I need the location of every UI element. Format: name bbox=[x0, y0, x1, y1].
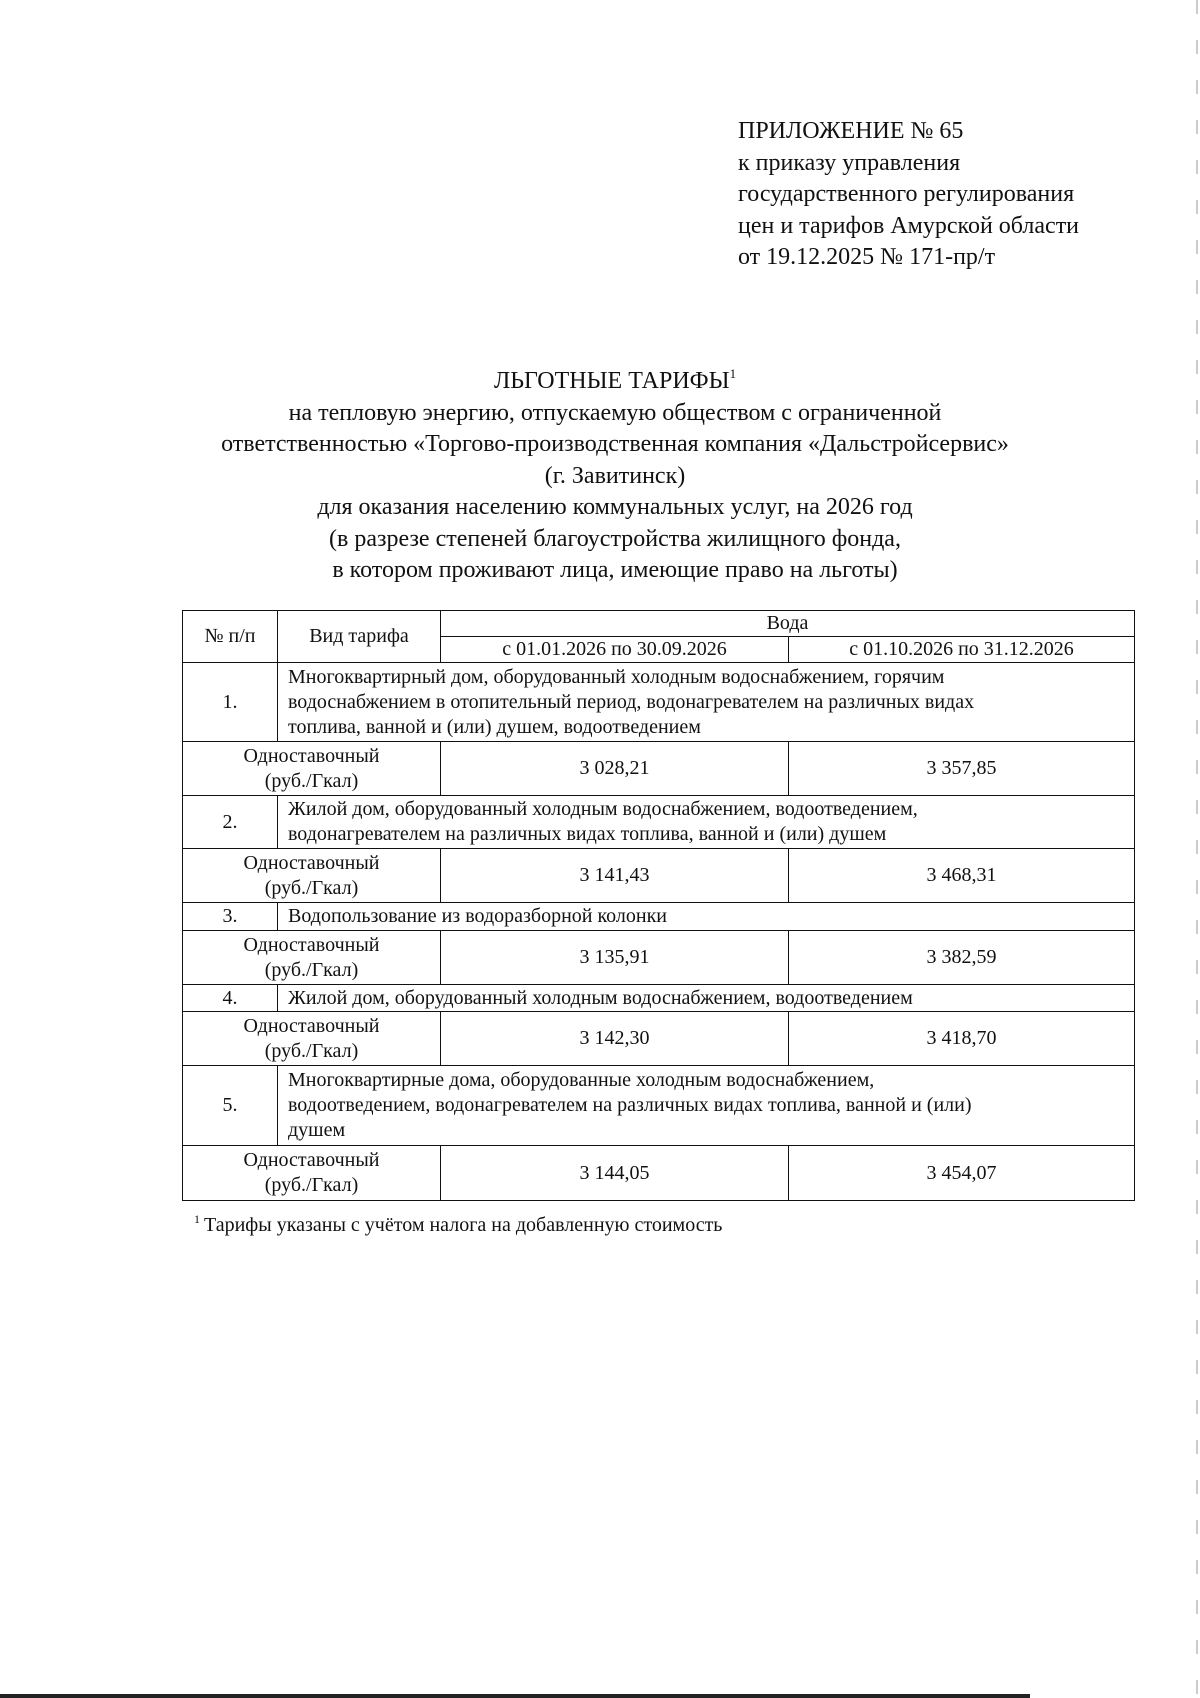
tariff-type-name: Одноставочный bbox=[243, 1014, 380, 1037]
tariff-type bbox=[183, 1146, 441, 1201]
tariff-value-period-1: 3 028,21 bbox=[441, 742, 789, 796]
scan-right-edge bbox=[1196, 0, 1198, 1698]
header-tariff-type: Вид тарифа bbox=[278, 611, 441, 663]
section-row bbox=[183, 1066, 1135, 1146]
title-line-6: в котором проживают лица, имеющие право на льготы) bbox=[332, 557, 898, 583]
description-line: Многоквартирный дом, оборудованный холодным водоснабжением, горячим bbox=[288, 665, 945, 688]
appendix-line-2: к приказу управления bbox=[738, 149, 961, 176]
tariff-value-period-2: 3 357,85 bbox=[789, 742, 1135, 796]
section-row bbox=[183, 903, 1135, 931]
tariff-type bbox=[183, 849, 441, 903]
tariff-type-name: Одноставочный bbox=[243, 1149, 380, 1171]
description-line: Многоквартирные дома, оборудованные холодным водоснабжением, bbox=[288, 1069, 875, 1091]
tariff-row bbox=[183, 1012, 1135, 1066]
header-period-1: с 01.01.2026 по 30.09.2026 bbox=[441, 637, 789, 663]
title-footnote-mark: 1 bbox=[729, 366, 737, 381]
footnote bbox=[194, 1213, 722, 1237]
title-line-5: (в разрезе степеней благоустройства жилищного фонда, bbox=[329, 525, 901, 552]
description-line: Водопользование из водоразборной колонки bbox=[288, 905, 668, 927]
tariff-unit: (руб./Гкал) bbox=[264, 1174, 359, 1196]
description-line: водоотведением, водонагревателем на различных видах топлива, ванной и (или) bbox=[288, 1094, 972, 1116]
tariff-type bbox=[183, 742, 441, 796]
tariff-row bbox=[183, 931, 1135, 985]
tariff-value-period-1: 3 141,43 bbox=[441, 849, 789, 903]
tariff-value-period-2: 3 454,07 bbox=[789, 1146, 1135, 1201]
appendix-line-4: цен и тарифов Амурской области bbox=[738, 212, 1080, 239]
section-row bbox=[183, 796, 1135, 849]
tariff-type bbox=[183, 1012, 441, 1066]
section-row bbox=[183, 985, 1135, 1012]
footnote-text: Тарифы указаны с учётом налога на добавленную стоимость bbox=[204, 1214, 723, 1236]
description-line: Жилой дом, оборудованный холодным водоснабжением, водоотведением, bbox=[288, 798, 918, 820]
section-description bbox=[278, 903, 1135, 931]
tariff-type-name: Одноставочный bbox=[243, 933, 380, 956]
description-line: водоснабжением в отопительный период, водонагревателем на различных видах bbox=[288, 690, 975, 713]
section-number: 5. bbox=[183, 1066, 278, 1146]
section-description bbox=[278, 796, 1135, 849]
title-heading bbox=[150, 366, 1080, 398]
tariff-unit: (руб./Гкал) bbox=[264, 769, 359, 792]
scan-bottom-edge bbox=[0, 1694, 1030, 1698]
title-line-2: ответственностью «Торгово-производственная компания «Дальстройсервис» bbox=[221, 431, 1009, 457]
section-number: 1. bbox=[183, 663, 278, 742]
tariff-value-period-2: 3 382,59 bbox=[789, 931, 1135, 985]
description-line: топлива, ванной и (или) душем, водоотведением bbox=[288, 715, 701, 738]
section-number: 4. bbox=[183, 985, 278, 1012]
title-heading-text: ЛЬГОТНЫЕ ТАРИФЫ bbox=[493, 368, 730, 394]
title-line-4: для оказания населению коммунальных услуг, на 2026 год bbox=[317, 494, 913, 520]
appendix-order-date: от 19.12.2025 № 171-пр/т bbox=[738, 244, 996, 270]
tariff-unit: (руб./Гкал) bbox=[264, 958, 359, 981]
section-number: 3. bbox=[183, 903, 278, 931]
description-line: водонагревателем на различных видах топлива, ванной и (или) душем bbox=[288, 823, 887, 845]
appendix-line-3: государственного регулирования bbox=[738, 181, 1075, 207]
tariffs-table bbox=[182, 610, 1135, 1201]
title-line-1: на тепловую энергию, отпускаемую обществом с ограниченной bbox=[288, 399, 942, 426]
tariff-type-name: Одноставочный bbox=[243, 744, 380, 767]
section-number: 2. bbox=[183, 796, 278, 849]
header-water: Вода bbox=[441, 611, 1135, 637]
description-line: Жилой дом, оборудованный холодным водоснабжением, водоотведением bbox=[288, 986, 913, 1009]
title-line-3: (г. Завитинск) bbox=[544, 462, 686, 489]
footnote-mark: 1 bbox=[194, 1212, 200, 1226]
tariff-value-period-1: 3 142,30 bbox=[441, 1012, 789, 1066]
section-row bbox=[183, 663, 1135, 742]
section-description bbox=[278, 1066, 1135, 1146]
tariff-type-name: Одноставочный bbox=[243, 851, 380, 874]
tariff-row bbox=[183, 742, 1135, 796]
section-description bbox=[278, 985, 1135, 1012]
tariff-value-period-1: 3 135,91 bbox=[441, 931, 789, 985]
appendix-header bbox=[738, 116, 1079, 274]
table-header-row bbox=[183, 611, 1135, 637]
description-line: душем bbox=[288, 1119, 346, 1141]
tariff-unit: (руб./Гкал) bbox=[264, 876, 359, 899]
appendix-number: ПРИЛОЖЕНИЕ № 65 bbox=[738, 118, 964, 144]
tariff-type bbox=[183, 931, 441, 985]
tariff-unit: (руб./Гкал) bbox=[264, 1039, 359, 1062]
header-num: № п/п bbox=[183, 611, 278, 663]
document-title bbox=[150, 366, 1080, 587]
tariff-value-period-2: 3 468,31 bbox=[789, 849, 1135, 903]
tariff-value-period-1: 3 144,05 bbox=[441, 1146, 789, 1201]
section-description bbox=[278, 663, 1135, 742]
tariff-value-period-2: 3 418,70 bbox=[789, 1012, 1135, 1066]
tariff-row bbox=[183, 849, 1135, 903]
tariff-row bbox=[183, 1146, 1135, 1201]
header-period-2: с 01.10.2026 по 31.12.2026 bbox=[789, 637, 1135, 663]
